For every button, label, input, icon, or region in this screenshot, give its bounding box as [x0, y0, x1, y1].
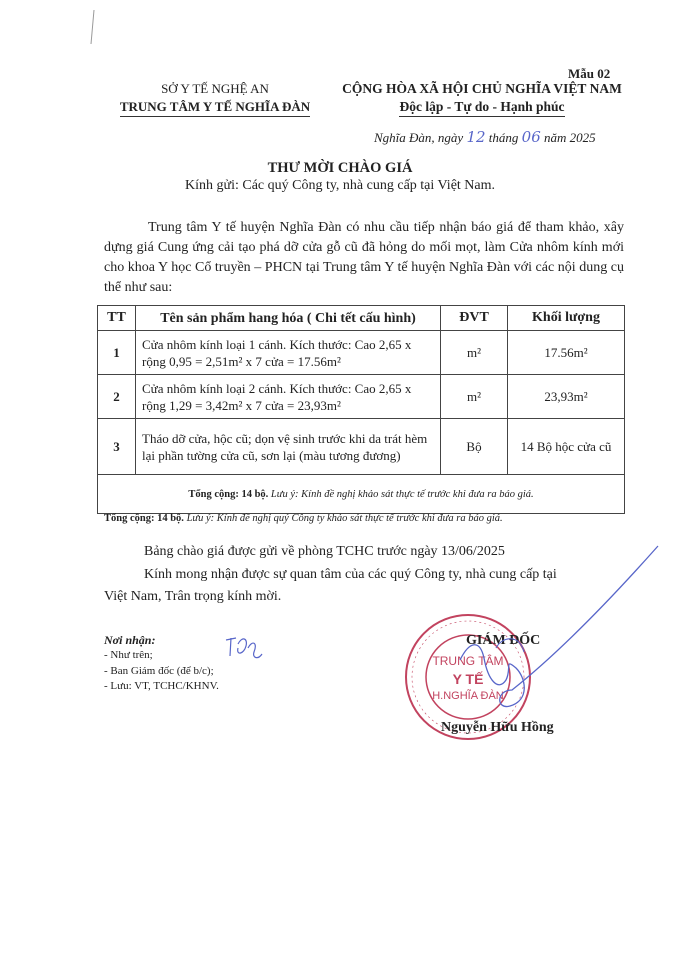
stamp-line-1: TRUNG TÂM	[432, 654, 504, 668]
table-row: 1 Cửa nhôm kính loại 1 cánh. Kích thước: Cao 2,65 x rộng 0,95 = 2,51m² x 7 cửa = 17.56m² m² 17.56m²	[98, 331, 625, 375]
form-number: Mẫu 02	[568, 66, 611, 81]
closing-line-2: Việt Nam, Trân trọng kính mời.	[104, 589, 282, 604]
scan-mark	[88, 8, 98, 48]
signer-title: GIÁM ĐỐC	[466, 633, 541, 648]
col-tt: TT	[98, 306, 136, 331]
table-row: 3 Tháo dỡ cửa, hộc cũ; dọn vệ sinh trước khi da trát hèm lại phần tường cửa cũ, sơn lại (màu tương đương) Bộ 14 Bộ hộc cửa cũ	[98, 419, 625, 475]
table-total-row: Tổng cộng: 14 bộ. Lưu ý: Kính đề nghị khảo sát thực tế trước khi đưa ra báo giá.	[98, 475, 625, 514]
letter-greeting: Kính gửi: Các quý Công ty, nhà cung cấp tại Việt Nam.	[184, 178, 496, 193]
stamp-line-2: Y TẾ	[452, 671, 484, 687]
list-item: - Lưu: VT, TCHC/KHNV.	[104, 680, 219, 692]
product-table	[97, 305, 625, 514]
initials-signature	[222, 632, 266, 666]
org-parent: SỞ Y TẾ NGHỆ AN	[161, 81, 269, 96]
col-dvt: ĐVT	[441, 306, 508, 331]
total-note: Tổng cộng: 14 bộ. Lưu ý: Kính đề nghị quý Công ty khảo sát thực tế trước khi đưa ra báo giá.	[104, 513, 503, 524]
signer-name: Nguyễn Hữu Hồng	[441, 720, 554, 735]
national-header	[332, 80, 632, 117]
document-date: Nghĩa Đàn, ngày 12 tháng 06 năm 2025	[374, 128, 596, 146]
col-kl: Khối lượng	[508, 306, 625, 331]
date-month: 06	[521, 128, 541, 146]
list-item: - Ban Giám đốc (để b/c);	[104, 664, 214, 677]
recipients-list	[104, 648, 219, 695]
intro-paragraph: Trung tâm Y tế huyện Nghĩa Đàn có nhu cầu tiếp nhận báo giá để tham khảo, xây dựng giá Cung ứng cải tạo phá dỡ cửa gỗ cũ đã hỏng do mối mọt, làm Cửa nhôm kính mới cho khoa Y học Cổ truyền – PHCN tại Trung tâm Y tế huyện Nghĩa Đàn với các nội dung cụ thể như sau:	[104, 220, 624, 295]
nation-title: CỘNG HÒA XÃ HỘI CHỦ NGHĨA VIỆT NAM	[342, 81, 622, 96]
list-item: - Như trên;	[104, 649, 153, 661]
date-day: 12	[466, 128, 486, 146]
org-name: TRUNG TÂM Y TẾ NGHĨA ĐÀN	[95, 98, 335, 117]
director-signature	[440, 540, 662, 720]
recipients-label: Nơi nhận:	[104, 633, 156, 647]
letter-title: THƯ MỜI CHÀO GIÁ	[267, 160, 413, 176]
table-row: 2 Cửa nhôm kính loại 2 cánh. Kích thước: Cao 2,65 x rộng 1,29 = 3,42m² x 7 cửa = 23,93m² m² 23,93m²	[98, 375, 625, 419]
org-header	[95, 80, 335, 117]
closing-line-1: Kính mong nhận được sự quan tâm của các quý Công ty, nhà cung cấp tại	[144, 567, 557, 582]
col-name: Tên sản phẩm hang hóa ( Chi tết cấu hình)	[136, 306, 441, 331]
stamp-line-3: H.NGHĨA ĐÀN	[432, 690, 504, 702]
table-header-row	[98, 306, 625, 331]
motto: Độc lập - Tự do - Hạnh phúc	[332, 98, 632, 117]
deadline-line: Bảng chào giá được gửi về phòng TCHC trước ngày 13/06/2025	[144, 544, 505, 559]
